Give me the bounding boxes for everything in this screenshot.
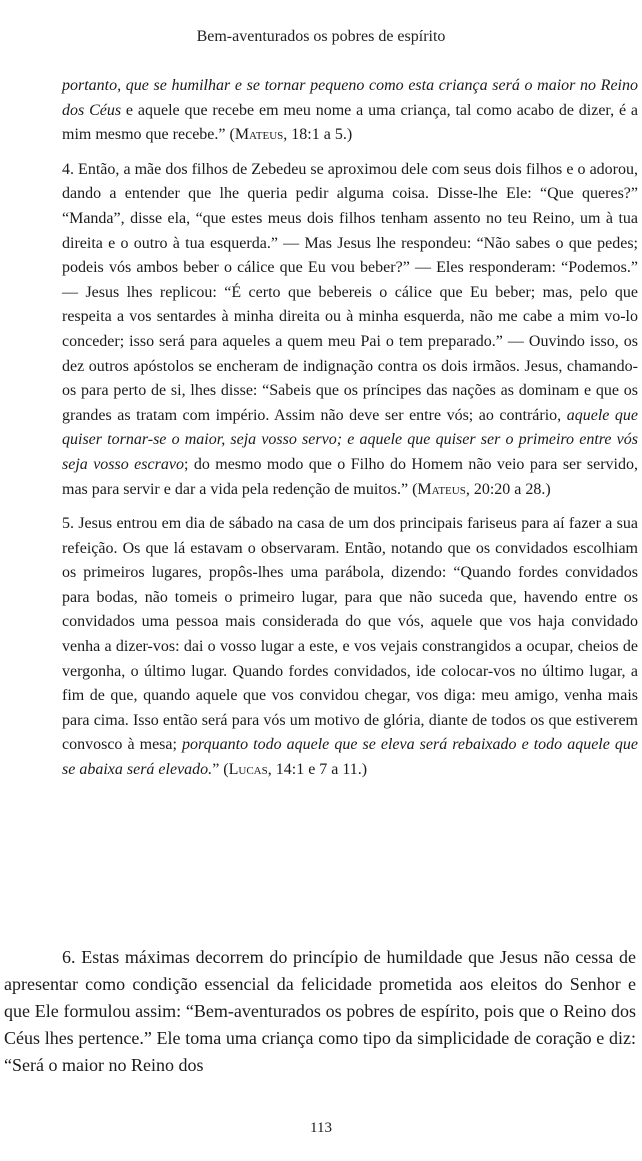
paragraph-text: ; do mesmo modo que o Filho do Homem não veio para ser servido, mas para servir e dar a vida pela redenção de muitos.” (: [62, 455, 639, 498]
page-body: [62, 74, 638, 793]
citation-verses: , 20:20 a 28.): [465, 480, 551, 498]
citation-book: Lucas: [228, 761, 268, 779]
paragraph-text: 4. Então, a mãe dos filhos de Zebedeu se aproximou dele com seus dois filhos e o adorou, dando a entender que lhe queria pedir alguma coisa. Disse-lhe Ele: “Que queres?” “Manda”, disse ela, “que estes meus dois filhos tenham assento no teu Reino, um à tua direita e o outro à tua esquerda.” — Mas Jesus lhe respondeu: “Não sabes o que pedes; podeis vós ambos beber o cálice que Eu vou beber?” — Eles responderam: “Podemos.” — Jesus lhes replicou: “É certo que bebereis o cálice que Eu beber; mas, pelo que respeita a vos sentardes à minha direita ou à minha esquerda, não me cabe a mim vo-lo conceder; isso será para aqueles a quem meu Pai o tem preparado.” — Ouvindo isso, os dez outros apóstolos se encheram de indignação contra os dois irmãos. Jesus, chamando-os para perto de si, lhes disse: “Sabeis que os príncipes das nações as dominam e que os grandes as tratam com império. Assim não deve ser entre vós; ao contrário,: [62, 160, 638, 424]
paragraph-text: e aquele que recebe em meu nome a uma criança, tal como acabo de dizer, é a mim mesmo que recebe.” (: [62, 101, 639, 144]
paragraph-text: ” (: [212, 761, 229, 779]
quote-paragraph-3-tail: [62, 74, 638, 148]
italic-passage: aquele que quiser tornar-se o maior, seja vosso servo; e aquele que quiser ser o primeiro entre vós seja vosso escravo: [62, 406, 639, 473]
quote-paragraph-4: [62, 158, 638, 502]
citation-verses: , 18:1 a 5.): [283, 126, 353, 144]
citation-verses: , 14:1 e 7 a 11.): [267, 761, 368, 779]
italic-passage: porquanto todo aquele que se eleva será rebaixado e todo aquele que se abaixa será elevado.: [62, 736, 638, 779]
body-paragraph-6: 6. Estas máximas decorrem do princípio de humildade que Jesus não cessa de apresentar como condição essencial da felicidade prometida aos eleitos do Senhor e que Ele formulou assim: “Bem-aventurados os pobres de espírito, pois que o Reino dos Céus lhes pertence.” Ele toma uma criança como tipo da simplicidade de coração e diz: “Será o maior no Reino dos: [4, 947, 636, 1075]
page-number: 113: [310, 1120, 332, 1136]
italic-passage: portanto, que se humilhar e se tornar pequeno como esta criança será o maior no Reino dos Céus: [62, 77, 638, 119]
running-head: Bem-aventurados os pobres de espírito: [196, 28, 446, 45]
paragraph-text: 5. Jesus entrou em dia de sábado na casa de um dos principais fariseus para aí fazer a sua refeição. Os que lá estavam o observaram. Então, notando que os convidados escolhiam os primeiros lugares, propôs-lhes uma parábola, dizendo: “Quando fordes convidados para bodas, não tomeis o primeiro lugar, para que não suceda que, havendo entre os convidados uma pessoa mais considerada do que vós, aquele que vos haja convidado venha a dizer-vos: dai o vosso lugar a este, e vos vejais constrangidos a ocupar, cheios de vergonha, o último lugar. Quando fordes convidados, ide colocar-vos no último lugar, a fim de que, quando aquele que vos convidou chegar, vos diga: meu amigo, venha mais para cima. Isso então será para vós um motivo de glória, diante de todos os que estiverem convosco à mesa;: [62, 515, 638, 754]
citation-book: Mateus: [234, 126, 284, 144]
citation-book: Mateus: [417, 480, 466, 498]
quote-paragraph-5: [62, 512, 638, 783]
